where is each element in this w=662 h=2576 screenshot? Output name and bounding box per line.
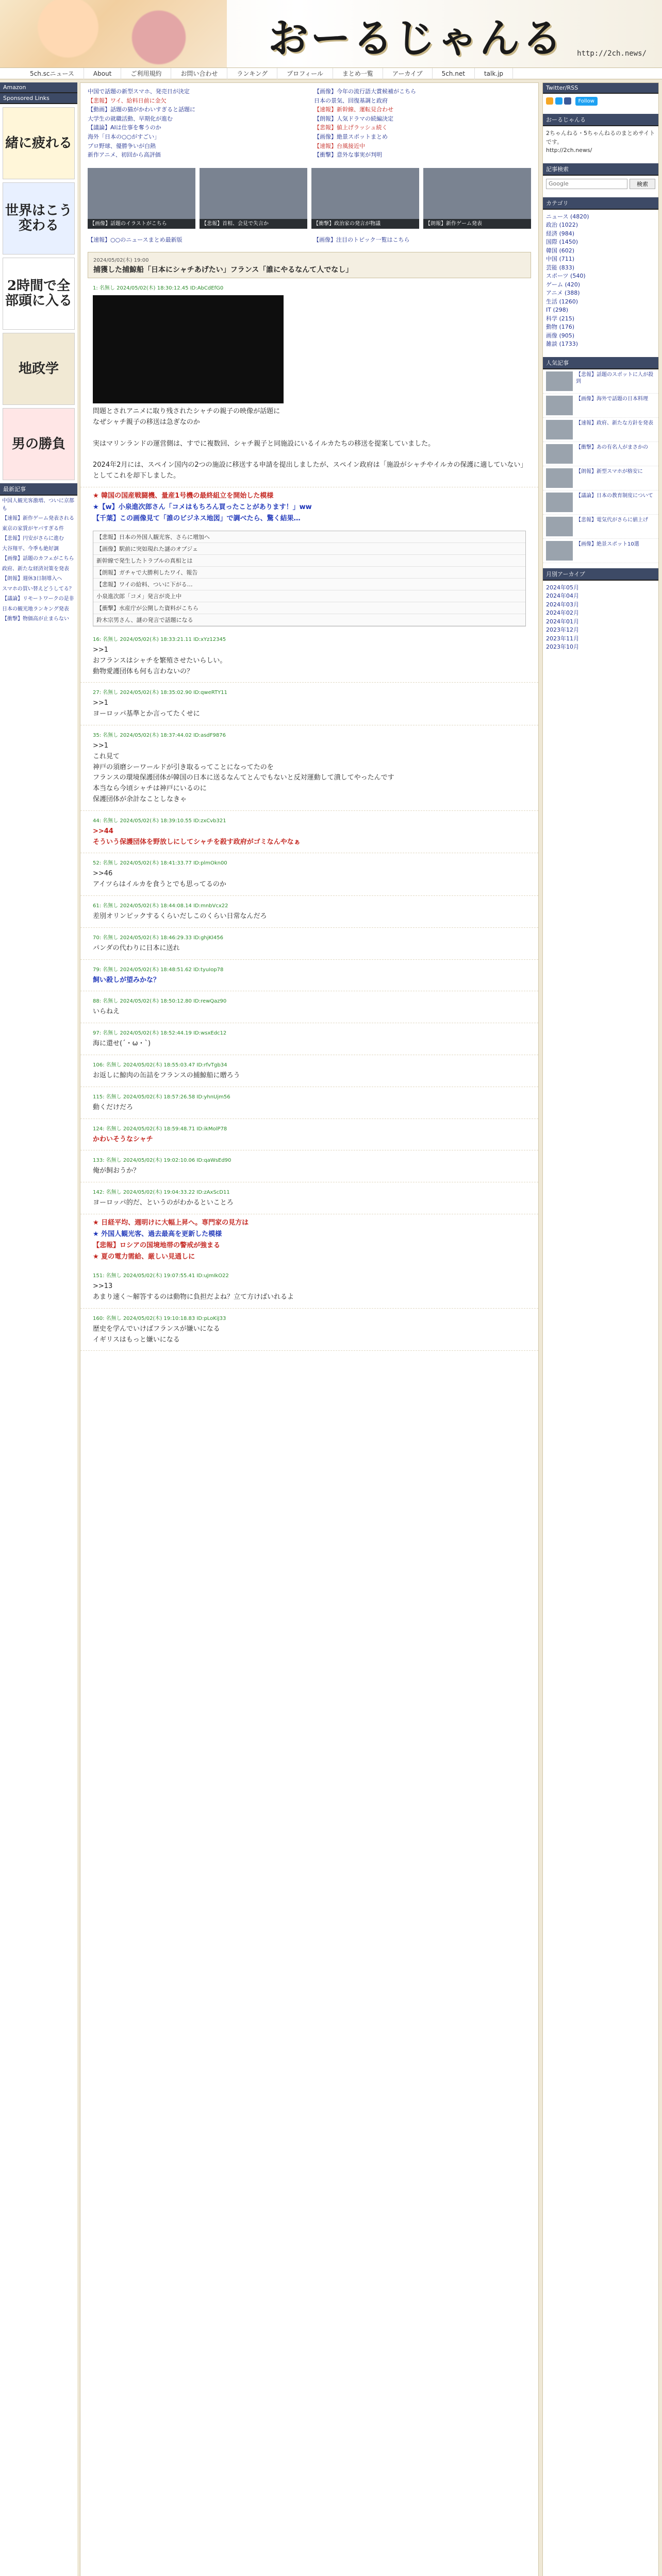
monthly-archive-link[interactable]: 2023年12月 [546, 626, 579, 633]
recent-article-link[interactable]: 【朗報】週休3日制導入へ [2, 576, 62, 582]
popular-article[interactable] [543, 394, 658, 418]
article-date: 2024/05/02(木) 19:00 [93, 258, 149, 264]
headline-link[interactable]: 【画像】今年の流行語大賞候補がこちら [314, 88, 416, 95]
comment-post [80, 853, 538, 896]
category-link[interactable]: スポーツ (540) [546, 273, 586, 279]
recent-list [0, 496, 77, 628]
post-body: 差別オリンピックするくらいだしこのくらい日常なんだろ [93, 912, 267, 920]
category-link[interactable]: 画像 (905) [546, 332, 575, 339]
book-cover[interactable]: 世界はこう変わる [3, 182, 75, 255]
comment-post [80, 1266, 538, 1309]
thumbnail-card[interactable] [200, 168, 307, 229]
recent-article-link[interactable]: 【議論】リモートワークの是非 [2, 596, 74, 602]
comment-post [80, 1182, 538, 1214]
category-link[interactable]: IT (298) [546, 307, 569, 313]
sponsored-section-head: Sponsored Links [0, 93, 77, 104]
thumbnail-caption: 【朗報】新作ゲーム発表 [423, 219, 531, 229]
post-body: >>1 これ見て 神戸の須磨シーワールドが引き取るってことになってたのを フランスの環境保護団体が韓国の日本に送るなんてとんでもないと反対運動して潰してやったんです 本当なら今頃シャチは神戸にいるのに 保護団体が余計なことしなきゃ [93, 741, 394, 803]
popular-article[interactable] [543, 369, 658, 394]
headline-link[interactable]: 【画像】絶景スポットまとめ [314, 133, 388, 140]
recent-section-head: 最新記事 [0, 483, 77, 496]
recent-article-link[interactable]: 【画像】話題のカフェがこちら [2, 556, 74, 562]
follow-button[interactable]: Follow [575, 97, 598, 106]
monthly-list [543, 581, 658, 655]
thumbnail-card[interactable] [88, 168, 195, 229]
headline-link[interactable]: 大学生の就職活動、早期化が進む [88, 115, 173, 122]
promo-links [80, 487, 538, 528]
thumbnail-card[interactable] [423, 168, 531, 229]
popular-thumbnail [546, 468, 573, 488]
popular-thumbnail [546, 396, 573, 415]
popular-thumbnail [546, 541, 573, 561]
headline-link[interactable]: 【悲報】ワイ、給料日前に金欠 [88, 97, 167, 104]
promo-link[interactable]: ★【w】小泉進次郎さん「コメはもちろん買ったことがあります！」ww [93, 503, 312, 511]
post-body: ヨーロッパ的だ、というのがわかるといことろ [93, 1199, 234, 1207]
popular-thumbnail [546, 444, 573, 464]
post-body: かわいそうなシャチ [93, 1135, 153, 1143]
post-body: お返しに鯨肉の缶詰をフランスの捕鯨船に贈ろう [93, 1071, 240, 1079]
popular-thumbnail [546, 493, 573, 512]
headline-link[interactable]: 日本の景気、回復基調と政府 [314, 97, 388, 104]
monthly-widget [543, 568, 658, 655]
category-link[interactable]: 雑談 (1733) [546, 341, 578, 347]
comment-post [80, 1119, 538, 1151]
post-body: 俺が飼おうか？ [93, 1167, 140, 1175]
popular-thumbnail [546, 371, 573, 391]
nav-item[interactable]: About [84, 68, 121, 79]
monthly-archive-link[interactable]: 2024年03月 [546, 601, 579, 608]
thumbnail-grid [80, 164, 538, 233]
post-body: >>1 おフランスはシャチを繁殖させたいらしい。 動物愛護団体も何も言わないの？ [93, 646, 227, 675]
post-meta: 142: 名無し 2024/05/02(木) 19:04:33.22 ID:zAxScD11 [93, 1190, 230, 1196]
promo-link[interactable]: ★ 日経平均、週明けに大幅上昇へ。専門家の見方は [93, 1218, 249, 1227]
headline-link[interactable]: 【悲報】値上げラッシュ続く [314, 124, 388, 131]
popular-article-title: 【悲報】話題のスポットに人が殺到 [576, 371, 653, 384]
monthly-archive-link[interactable]: 2024年05月 [546, 584, 579, 591]
post-meta: 133: 名無し 2024/05/02(木) 19:02:10.06 ID:qaWsEd90 [93, 1158, 231, 1164]
popular-thumbnail [546, 517, 573, 536]
promo-link[interactable]: ★ 韓国の国産戦闘機、量産1号機の最終組立を開始した模様 [93, 492, 274, 500]
search-row [543, 176, 658, 192]
related-article-link[interactable]: 【朗報】ガチャで大勝利したワイ、報告 [93, 567, 525, 579]
category-list [543, 210, 658, 352]
post-meta: 124: 名無し 2024/05/02(木) 18:59:48.71 ID:ikMolP78 [93, 1126, 227, 1132]
left-sidebar [0, 82, 77, 2576]
nav-item[interactable]: ランキング [227, 68, 277, 79]
nav-item[interactable]: ご利用規約 [121, 68, 171, 79]
navigation-bar [0, 68, 662, 79]
recent-article-link[interactable]: 【速報】新作ゲーム発表される [2, 516, 74, 521]
search-input[interactable] [546, 179, 627, 189]
nav-item[interactable]: アーカイブ [383, 68, 433, 79]
popular-article[interactable] [543, 418, 658, 442]
tail-post-list [80, 1266, 538, 1351]
category-link[interactable]: 経済 (984) [546, 230, 575, 237]
post-meta: 61: 名無し 2024/05/02(木) 18:44:08.14 ID:mnbVcx22 [93, 903, 228, 909]
post-body: 飼い殺しが望みかな？ [93, 976, 160, 984]
post-meta: 106: 名無し 2024/05/02(木) 18:55:03.47 ID:rfvTgb34 [93, 1062, 227, 1068]
post-meta: 79: 名無し 2024/05/02(木) 18:48:51.62 ID:tyuIop78 [93, 967, 224, 973]
nav-item[interactable]: talk.jp [475, 68, 513, 79]
monthly-archive-link[interactable]: 2024年01月 [546, 618, 579, 625]
related-article-link[interactable]: 鈴木宗男さん、謎の発言で話題になる [93, 614, 525, 626]
nav-item[interactable]: お問い合わせ [171, 68, 227, 79]
post-meta: 35: 名無し 2024/05/02(木) 18:37:44.02 ID:asdF9876 [93, 732, 226, 738]
post-meta: 1: 名無し 2024/05/02(木) 18:30:12.45 ID:AbCdEfG0 [93, 285, 224, 292]
book-cover[interactable]: 地政学 [3, 333, 75, 405]
promo-link[interactable]: 【悲報】ロシアの国境地帯の警戒が強まる [93, 1242, 221, 1250]
headline-link[interactable]: プロ野球、優勝争いが白熱 [88, 142, 156, 149]
comment-post [80, 1309, 538, 1351]
comment-post [80, 928, 538, 960]
thumbnail-caption: 【衝撃】政治家の発言が物議 [311, 219, 419, 229]
headline-link[interactable]: 【動画】話題の猫がかわいすぎると話題に [88, 106, 195, 113]
headline-link[interactable]: 【衝撃】意外な事実が判明 [314, 151, 382, 159]
post-body: 動くだけだろ [93, 1103, 134, 1111]
related-articles [93, 531, 526, 626]
post-meta: 88: 名無し 2024/05/02(木) 18:50:12.80 ID:rewQaz90 [93, 998, 227, 1005]
thumbnail-caption: 【悲報】首相、会見で失言か [200, 219, 307, 229]
monthly-head: 月別アーカイブ [543, 568, 658, 581]
monthly-archive-link[interactable]: 2024年04月 [546, 592, 579, 599]
book-cover[interactable]: 2時間で全部頭に入る [3, 258, 75, 330]
popular-article[interactable] [543, 539, 658, 563]
post-meta: 160: 名無し 2024/05/02(木) 19:10:18.83 ID:pLoKiJ33 [93, 1315, 226, 1321]
recent-article-link[interactable]: 東京の家賃がヤバすぎる件 [2, 526, 64, 532]
comment-post [80, 278, 538, 487]
recent-article-link[interactable]: 【悲報】円安がさらに進む [2, 536, 64, 541]
related-article-link[interactable]: 【衝撃】水産庁が公開した資料がこちら [93, 602, 525, 614]
popular-head: 人気記事 [543, 357, 658, 369]
top-links [80, 83, 538, 164]
headline-link[interactable]: 新作アニメ、初回から高評価 [88, 151, 161, 159]
popular-article-title: 【議論】日本の教育制度について [576, 493, 653, 499]
recent-article-link[interactable]: 日本の観光地ランキング発表 [2, 606, 69, 612]
popular-article[interactable] [543, 490, 658, 515]
headline-link[interactable]: 【議論】AIは仕事を奪うのか [88, 124, 161, 131]
post-body: 歴史を学んでいけばフランスが嫌いになる イギリスはもっと嫌いになる [93, 1325, 220, 1344]
post-list [80, 630, 538, 1214]
popular-list [543, 369, 658, 563]
popular-article-title: 【速報】政府、新たな方針を発表 [576, 420, 653, 426]
category-link[interactable]: 芸能 (833) [546, 264, 575, 271]
category-link[interactable]: アニメ (388) [546, 290, 580, 296]
promo-link[interactable]: 【千葉】この画像見て「誰のビジネス地図」で調べたら、驚く結果… [93, 514, 301, 522]
nav-item[interactable]: まとめ一覧 [333, 68, 383, 79]
promo-link[interactable]: ★ 夏の電力需給、厳しい見通しに [93, 1253, 195, 1261]
category-link[interactable]: 動物 (176) [546, 324, 575, 330]
comment-post [80, 811, 538, 854]
bottom-promo-links [80, 1214, 538, 1266]
book-list [0, 107, 77, 480]
twitter-widget [543, 83, 658, 109]
headline-link[interactable]: 【朗報】人気ドラマの続編決定 [314, 115, 393, 122]
search-head: 記事検索 [543, 163, 658, 176]
category-link[interactable]: ゲーム (420) [546, 281, 581, 288]
post-body: 問題とされアニメに取り残されたシャチの親子の映像が話題に なぜシャチ親子の移送は急ぎなのか 実はマリンランドの運営側は、すでに複数回、シャチ親子と同施設にいるイルカたちの移送を提案していました。 2024年2月には、スペイン国内の2つの施設に移送する申請を提出しましたが、スペイン政府は「施設がシャチやイルカの保護に適していない」としてこれを却下しました。 [93, 408, 524, 480]
site-url[interactable]: http://2ch.news/ [577, 49, 647, 58]
headline-link[interactable]: 【速報】台風接近中 [314, 142, 365, 149]
recent-article-link[interactable]: 【衝撃】物価高が止まらない [2, 616, 69, 622]
post-meta: 70: 名無し 2024/05/02(木) 18:46:29.33 ID:ghjKl456 [93, 935, 223, 941]
site-header [0, 0, 662, 68]
category-link[interactable]: 科学 (215) [546, 315, 575, 322]
category-link[interactable]: 政治 (1022) [546, 222, 578, 228]
twitter-icon[interactable] [555, 97, 562, 105]
related-article-link[interactable]: 小泉進次郎「コメ」発言が炎上中 [93, 590, 525, 602]
related-article-link[interactable]: 【画像】駅前に突如現れた謎のオブジェ [93, 543, 525, 555]
headline-link[interactable]: 海外「日本の○○がすごい」 [88, 133, 160, 140]
post-body: 海に還せ(´・ω・`) [93, 1040, 151, 1048]
monthly-archive-link[interactable]: 2023年11月 [546, 635, 579, 642]
popular-article-title: 【悲報】電気代がさらに値上げ [576, 517, 648, 523]
popular-article[interactable] [543, 515, 658, 539]
header-illustration [0, 0, 227, 68]
category-link[interactable]: 中国 (711) [546, 256, 575, 262]
rss-icon[interactable] [546, 97, 553, 105]
right-sidebar [542, 82, 659, 2576]
ad-link[interactable]: 【速報】○○のニュースまとめ最新版 [88, 236, 183, 243]
comment-post [80, 991, 538, 1023]
post-meta: 16: 名無し 2024/05/02(木) 18:33:21.11 ID:xYz12345 [93, 637, 226, 642]
headline-link[interactable]: 中国で話題の新型スマホ、発売日が決定 [88, 88, 190, 95]
post-body: パンダの代わりに日本に送れ [93, 944, 180, 952]
category-link[interactable]: 韓国 (602) [546, 247, 575, 254]
promo-link[interactable]: ★ 外国人観光客、過去最高を更新した模様 [93, 1230, 222, 1239]
popular-article-title: 【画像】絶景スポット10選 [576, 541, 639, 547]
comment-post [80, 1087, 538, 1119]
post-meta: 27: 名無し 2024/05/02(木) 18:35:02.90 ID:qweRTY11 [93, 690, 227, 696]
twitter-head: Twitter/RSS [543, 83, 658, 94]
related-article-link[interactable]: 【悲報】ワイの給料、ついに下がる… [93, 579, 525, 590]
ad-links [80, 233, 538, 247]
category-link[interactable]: 生活 (1260) [546, 298, 578, 305]
post-meta: 151: 名無し 2024/05/02(木) 19:07:55.41 ID:uJmIkO22 [93, 1273, 229, 1279]
nav-item[interactable]: プロフィール [277, 68, 333, 79]
comment-post [80, 960, 538, 992]
category-link[interactable]: ニュース (4820) [546, 213, 589, 220]
monthly-archive-link[interactable]: 2024年02月 [546, 609, 579, 616]
recent-article-link[interactable]: 政府、新たな経済対策を発表 [2, 566, 69, 572]
thumbnail-card[interactable] [311, 168, 419, 229]
post-body: >>44 そういう保護団体を野放しにしてシャチを殺す政府がゴミなんやなぁ [93, 827, 301, 846]
comment-post [80, 896, 538, 928]
book-cover[interactable]: 男の勝負 [3, 408, 75, 480]
monthly-archive-link[interactable]: 2023年10月 [546, 643, 579, 650]
category-head: カテゴリ [543, 197, 658, 210]
popular-widget [543, 357, 658, 563]
post-body: >>46 アイツらはイルカを食うとでも思ってるのか [93, 870, 226, 889]
comment-post [80, 725, 538, 811]
search-widget [543, 163, 658, 192]
site-logo[interactable]: おーるじゃんる [268, 15, 565, 62]
popular-article-title: 【画像】海外で話題の日本料理 [576, 396, 648, 402]
post-body: いらねえ [93, 1008, 120, 1016]
post-body: >>13 あまり速く～解答するのは動物に負担だよね？立て方けばいれるよ [93, 1282, 294, 1301]
recent-article-link[interactable]: 大谷翔平、今季も絶好調 [2, 546, 59, 552]
search-button[interactable]: 検索 [630, 179, 655, 189]
recent-article-link[interactable]: スマホの買い替えどうしてる？ [2, 586, 74, 592]
post-meta: 52: 名無し 2024/05/02(木) 18:41:33.77 ID:plmOkn00 [93, 860, 227, 867]
category-widget [543, 197, 658, 352]
twitter-body [543, 94, 658, 109]
related-article-link[interactable]: 【悲報】日本の外国人観光客、さらに増加へ [93, 531, 525, 543]
amazon-section-head: Amazon [0, 82, 77, 93]
comment-post [80, 1150, 538, 1182]
popular-thumbnail [546, 420, 573, 439]
nav-item[interactable]: 5ch.net [433, 68, 475, 79]
popular-article[interactable] [543, 442, 658, 466]
about-text: 2ちゃんねる・5ちゃんねるのまとめサイトです。 http://2ch.news/ [546, 130, 655, 154]
about-widget [543, 114, 658, 158]
comment-post [80, 1023, 538, 1055]
popular-article-title: 【衝撃】あの有名人がまさかの [576, 444, 648, 450]
related-article-link[interactable]: 新幹線で発生したトラブルの真相とは [93, 555, 525, 567]
about-head: おーるじゃんる [543, 114, 658, 126]
headline-link[interactable]: 【速報】新幹線、運転見合わせ [314, 106, 393, 113]
post-body: >>1 ヨーロッパ基準とか言ってたくせに [93, 699, 200, 718]
recent-article-link[interactable]: 中国人観光客激増、ついに京都も [2, 498, 74, 512]
article-title[interactable]: 捕獲した捕鯨船「日本にシャチあげたい」フランス「誰にやるなんて人でなし」 [93, 266, 353, 275]
article-header [88, 252, 531, 278]
main-content [80, 82, 539, 2576]
comment-post [80, 630, 538, 683]
post-meta: 115: 名無し 2024/05/02(木) 18:57:26.58 ID:yhnUjm56 [93, 1094, 230, 1100]
ad-link[interactable]: 【画像】注目のトピック一覧はこちら [313, 236, 410, 243]
post-list [80, 278, 538, 487]
post-meta: 44: 名無し 2024/05/02(木) 18:39:10.55 ID:zxCvb321 [93, 818, 226, 824]
category-link[interactable]: 国際 (1450) [546, 239, 578, 245]
comment-post [80, 1055, 538, 1087]
comment-post [80, 683, 538, 725]
popular-article[interactable] [543, 466, 658, 490]
article-photo [93, 295, 284, 403]
nav-item[interactable]: 5ch.scニュース [21, 68, 84, 79]
post-meta: 97: 名無し 2024/05/02(木) 18:52:44.19 ID:wsxEdc12 [93, 1030, 227, 1037]
thumbnail-caption: 【画像】話題のイラストがこちら [88, 219, 195, 229]
facebook-icon[interactable] [564, 97, 571, 105]
book-cover[interactable]: 緒に疲れる [3, 107, 75, 179]
popular-article-title: 【朗報】新型スマホが格安に [576, 468, 643, 474]
